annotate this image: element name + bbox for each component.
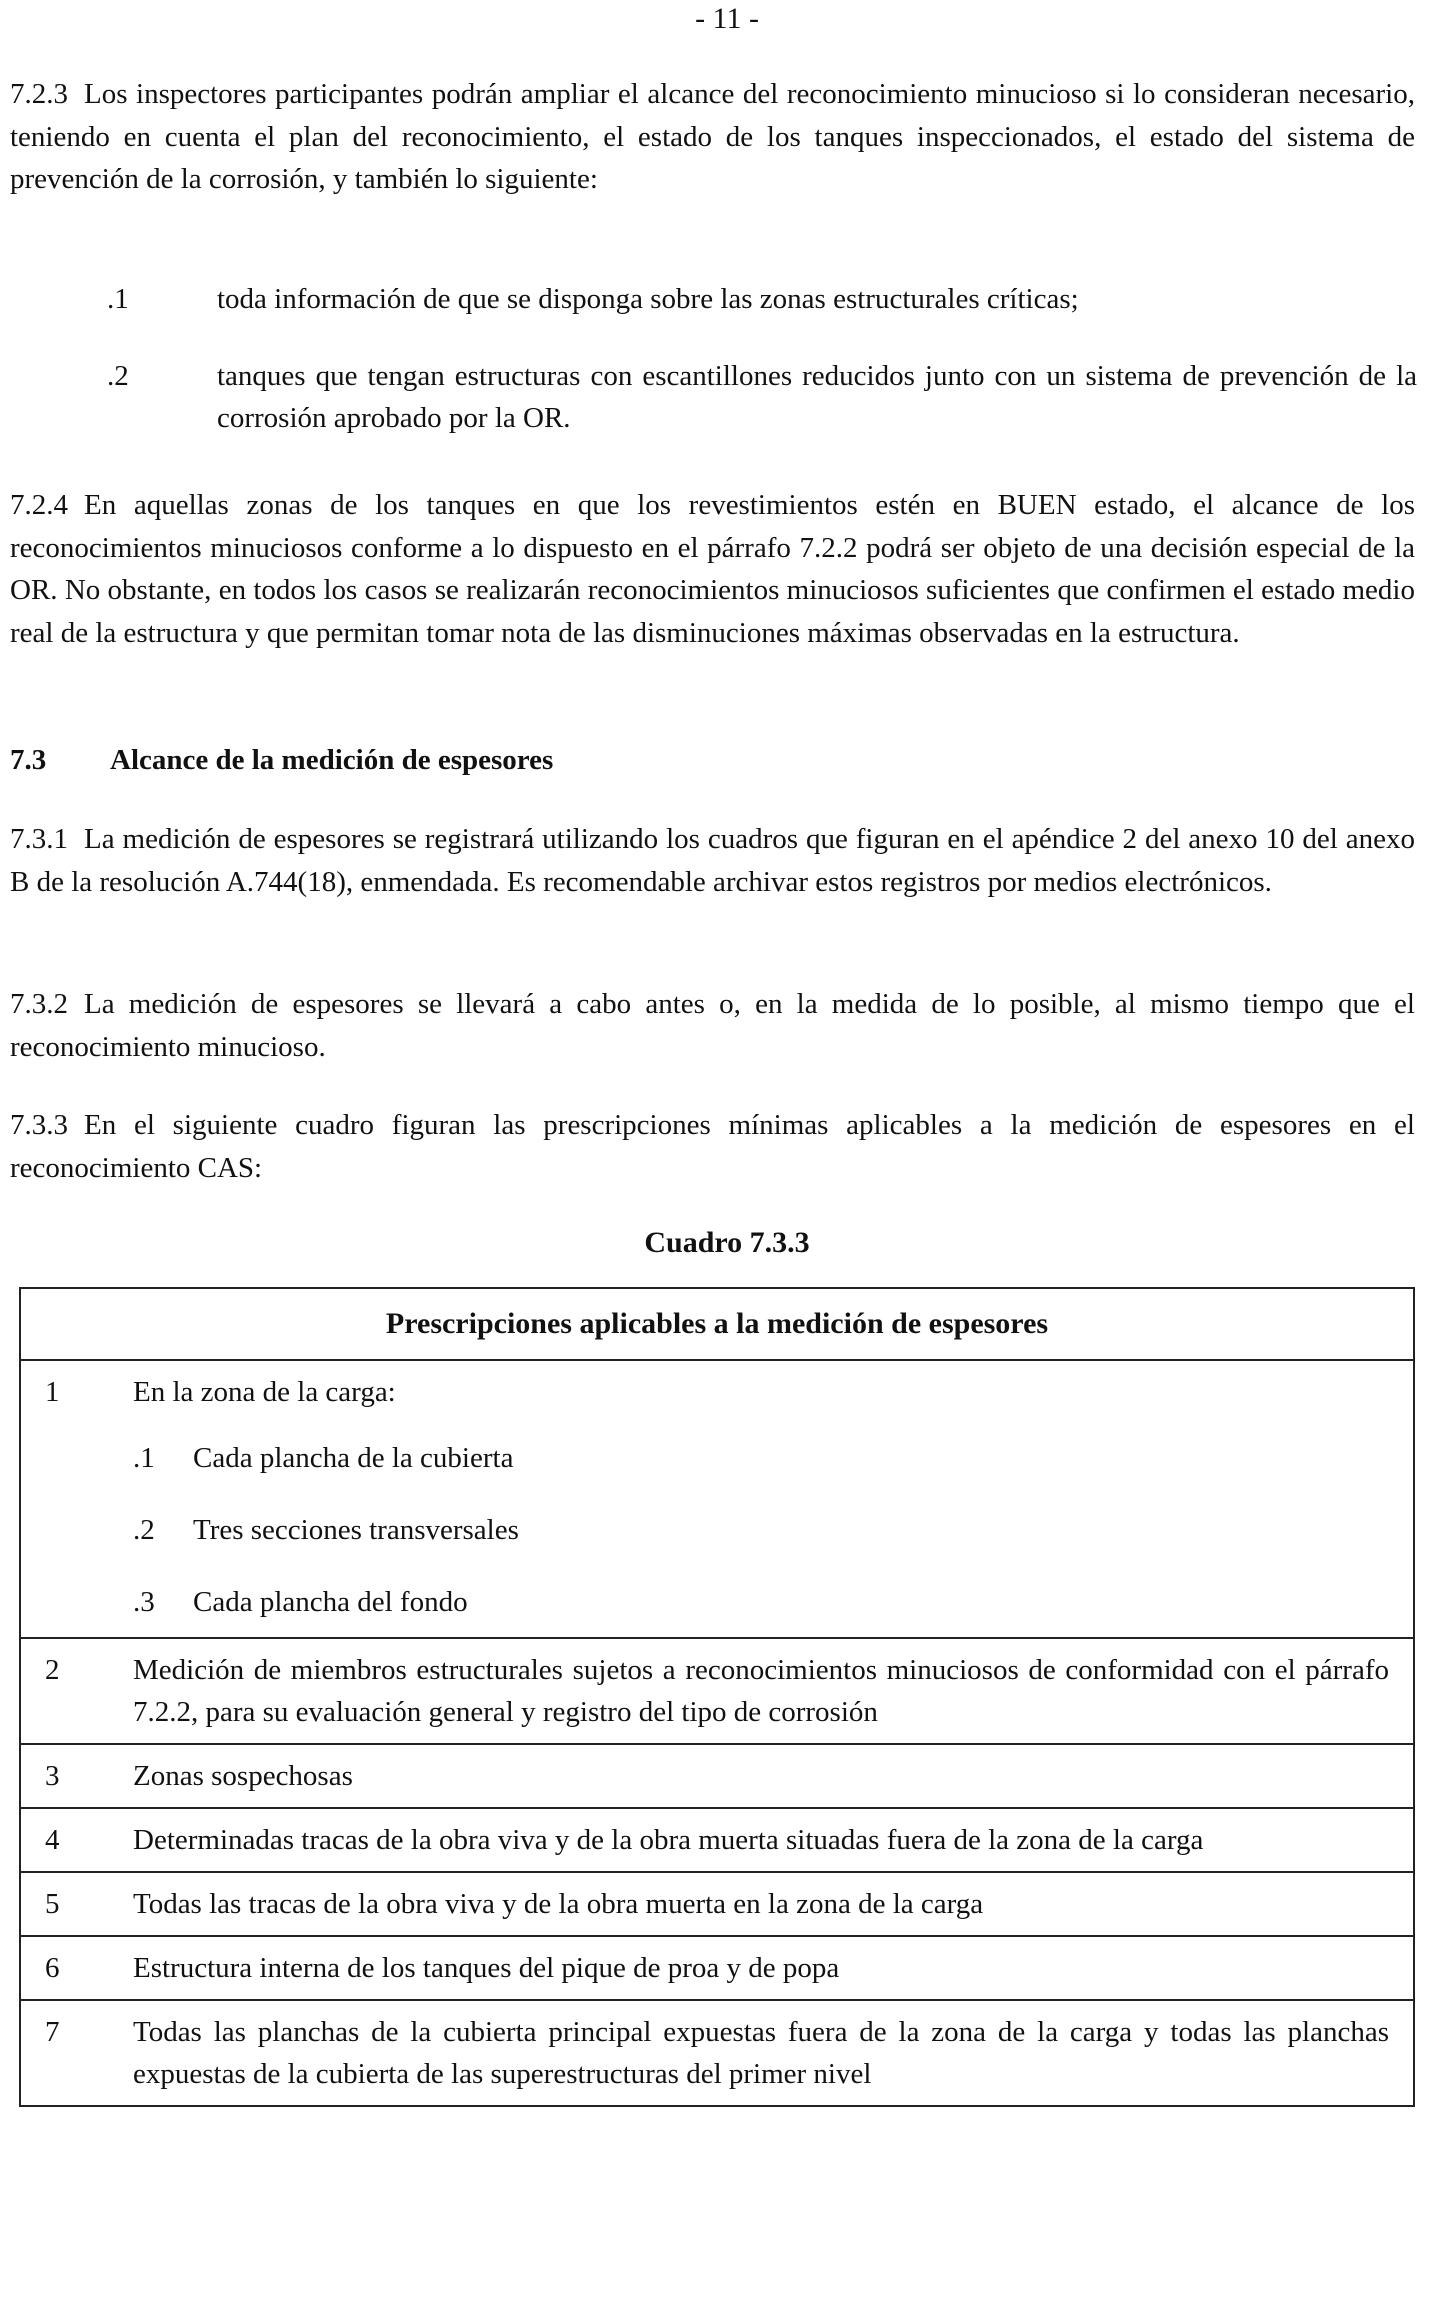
- list-item: [107, 355, 1417, 440]
- sub-item-text: Cada plancha del fondo: [193, 1586, 468, 1618]
- paragraph-text: La medición de espesores se registrará utilizando los cuadros que figuran en el apéndice 2 del anexo 10 del anexo B de la resolución A.744(18), enmendada. Es recomendable archivar estos registros por medios electrónicos.: [10, 823, 1415, 898]
- paragraph-7-3-2: [10, 983, 1415, 1068]
- page-number: - 11 -: [695, 2, 759, 35]
- paragraph-number: 7.2.4: [10, 489, 68, 521]
- list-item: [107, 278, 1417, 321]
- paragraph-number: 7.3.1: [10, 823, 68, 855]
- table-row: [20, 1360, 1414, 1638]
- list-item-text: toda información de que se disponga sobre las zonas estructurales críticas;: [217, 283, 1079, 315]
- row-number: 3: [45, 1760, 60, 1792]
- list-item-number: .1: [107, 283, 129, 315]
- list-item-text: tanques que tengan estructuras con escantillones reducidos junto con un sistema de prevención de la corrosión aprobado por la OR.: [217, 359, 1417, 434]
- sub-item: [133, 1437, 1389, 1479]
- paragraph-7-2-4: [10, 484, 1415, 654]
- row-number: 7: [45, 2016, 60, 2048]
- table-row: [20, 2000, 1414, 2106]
- row-number: 5: [45, 1888, 60, 1920]
- paragraph-7-3-3: [10, 1104, 1415, 1189]
- table-caption: Cuadro 7.3.3: [644, 1226, 810, 1259]
- row-text: En la zona de la carga:: [133, 1376, 396, 1408]
- row-text: Todas las tracas de la obra viva y de la obra muerta en la zona de la carga: [133, 1888, 984, 1920]
- paragraph-7-2-3: [10, 73, 1415, 201]
- paragraph-number: 7.3.3: [10, 1109, 68, 1141]
- table-row: [20, 1936, 1414, 2000]
- paragraph-text: Los inspectores participantes podrán ampliar el alcance del reconocimiento minucioso si lo consideran necesario, teniendo en cuenta el plan del reconocimiento, el estado de los tanques inspeccionados, el estado del sistema de prevención de la corrosión, y también lo siguiente:: [10, 78, 1415, 195]
- row-text: Determinadas tracas de la obra viva y de la obra muerta situadas fuera de la zona de la carga: [133, 1824, 1204, 1856]
- requirements-table: [19, 1287, 1415, 2107]
- sub-item-text: Tres secciones transversales: [193, 1514, 519, 1546]
- table-row: [20, 1638, 1414, 1744]
- sub-item-number: .2: [133, 1514, 155, 1546]
- paragraph-7-3-1: [10, 818, 1415, 903]
- sub-item-number: .1: [133, 1442, 155, 1474]
- sub-item: [133, 1509, 1389, 1551]
- row-sub-items: [21, 1437, 1413, 1637]
- paragraph-number: 7.3.2: [10, 988, 68, 1020]
- sub-item: [133, 1581, 1389, 1623]
- table-row: [20, 1808, 1414, 1872]
- paragraph-number: 7.2.3: [10, 78, 68, 110]
- row-number: 6: [45, 1952, 60, 1984]
- row-text: Medición de miembros estructurales sujetos a reconocimientos minuciosos de conformidad con el párrafo 7.2.2, para su evaluación general y registro del tipo de corrosión: [133, 1654, 1389, 1728]
- list-item-number: .2: [107, 359, 129, 392]
- paragraph-7-2-3-list: [107, 278, 1417, 440]
- section-number: 7.3: [10, 744, 47, 776]
- paragraph-text: En aquellas zonas de los tanques en que los revestimientos estén en BUEN estado, el alcance de los reconocimientos minuciosos conforme a lo dispuesto en el párrafo 7.2.2 podrá ser objeto de una decisión especial de la OR. No obstante, en todos los casos se realizarán reconocimientos minuciosos suficientes que confirmen el estado medio real de la estructura y que permitan tomar nota de las disminuciones máximas observadas en la estructura.: [10, 489, 1415, 649]
- row-text: Todas las planchas de la cubierta principal expuestas fuera de la zona de la carga y todas las planchas expuestas de la cubierta de las superestructuras del primer nivel: [133, 2016, 1389, 2090]
- table-row: [20, 1872, 1414, 1936]
- section-heading-7-3: [10, 744, 553, 777]
- sub-item-number: .3: [133, 1586, 155, 1618]
- sub-item-text: Cada plancha de la cubierta: [193, 1442, 514, 1474]
- row-number: 2: [45, 1654, 60, 1686]
- table-row: [20, 1744, 1414, 1808]
- row-number: 4: [45, 1824, 60, 1856]
- table-header: Prescripciones aplicables a la medición de espesores: [20, 1288, 1414, 1360]
- row-number: 1: [45, 1376, 60, 1408]
- paragraph-text: En el siguiente cuadro figuran las prescripciones mínimas aplicables a la medición de espesores en el reconocimiento CAS:: [10, 1109, 1415, 1184]
- section-title: Alcance de la medición de espesores: [110, 744, 554, 776]
- paragraph-text: La medición de espesores se llevará a cabo antes o, en la medida de lo posible, al mismo tiempo que el reconocimiento minucioso.: [10, 988, 1415, 1063]
- row-text: Zonas sospechosas: [133, 1760, 353, 1792]
- row-text: Estructura interna de los tanques del pique de proa y de popa: [133, 1952, 840, 1984]
